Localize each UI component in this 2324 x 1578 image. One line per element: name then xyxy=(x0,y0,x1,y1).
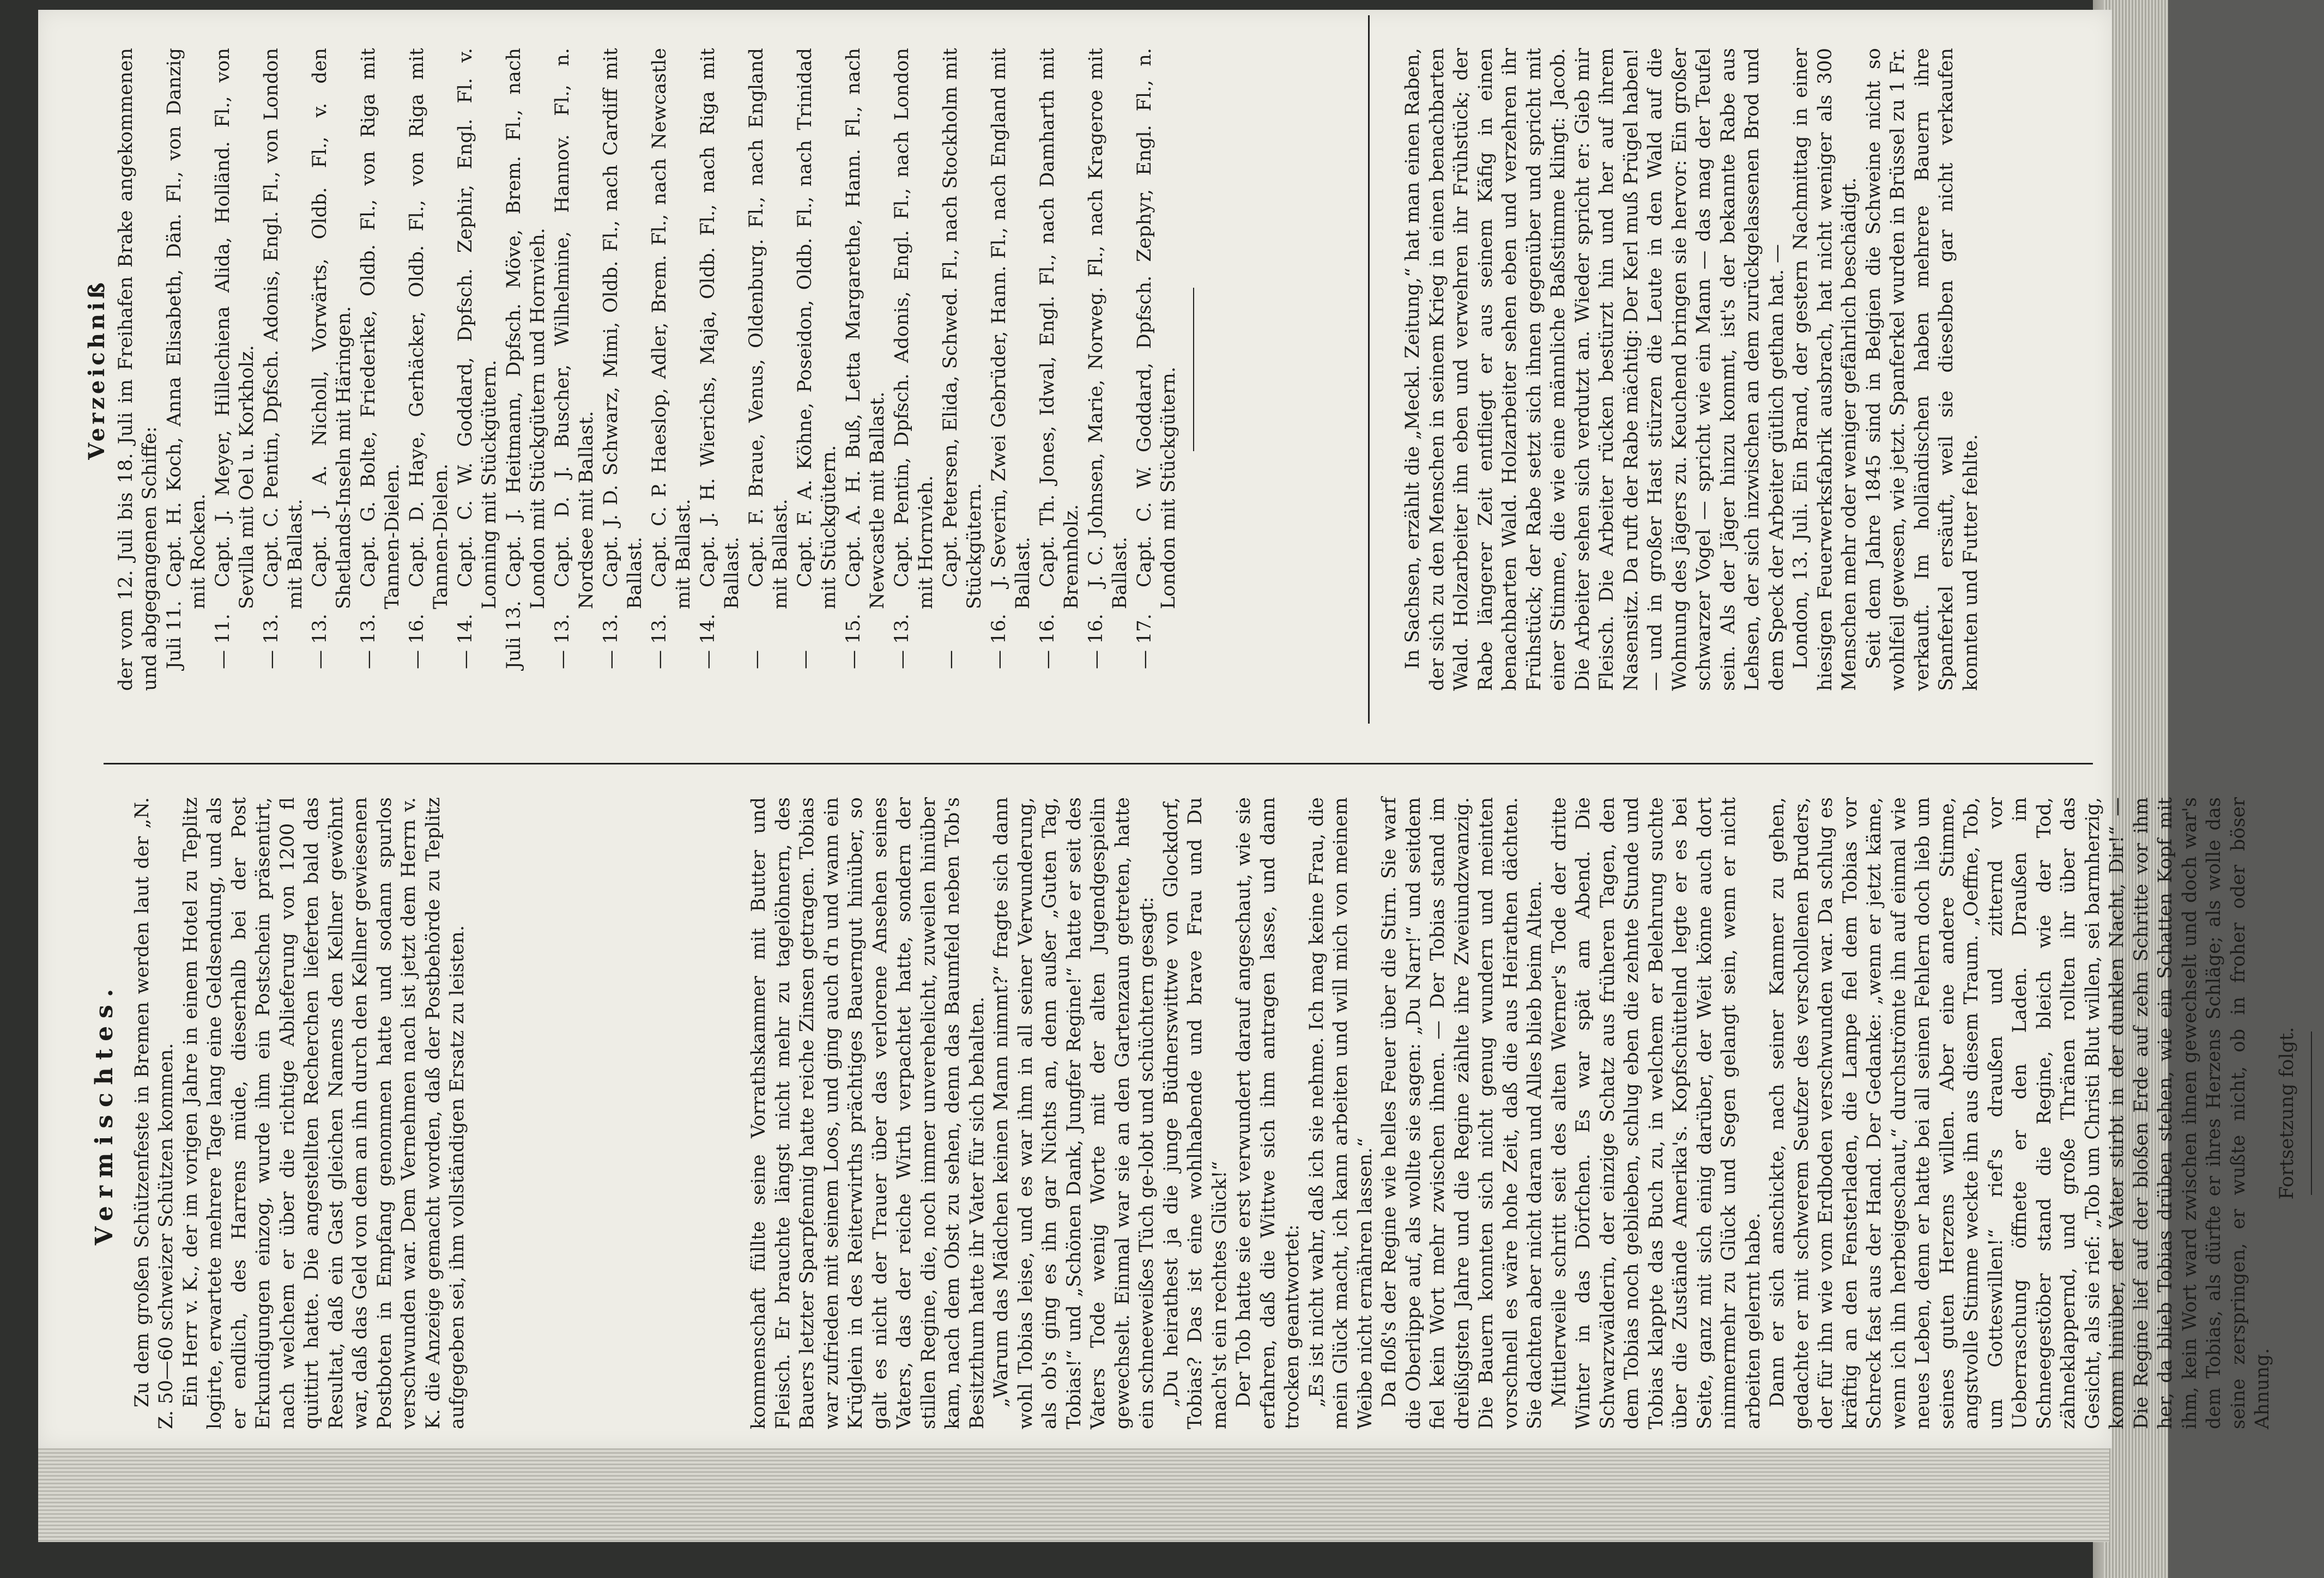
entry-date: — 13. xyxy=(600,614,622,669)
entry-date: — 11. xyxy=(211,614,234,669)
register-entry xyxy=(696,48,745,691)
register-entry xyxy=(1133,48,1181,691)
entry-date: Juli 13. xyxy=(503,600,525,669)
news-column xyxy=(1401,48,1983,691)
entry-text: Capt. J. A. Nicholl, Vorwärts, Oldb. Fl., v. den Shetlands-Inseln mit Häringen. xyxy=(308,48,355,609)
entry-date: — 16. xyxy=(1085,614,1107,669)
story-paragraph: „Es ist nicht wahr, daß ich sie nehme. Ich mag keine Frau, die mein Glück macht, ich kann arbeiten und will mich von meinem Weibe nicht ernähren lassen.“ xyxy=(1305,797,1376,1429)
page-stack-bottom xyxy=(38,1439,2109,1542)
register-entry xyxy=(745,48,793,691)
register-entry xyxy=(405,48,453,691)
register-entry xyxy=(1036,48,1084,691)
register-entry xyxy=(599,48,647,691)
story-paragraph: Dann er sich anschickte, nach seiner Kammer zu gehen, gedachte er mit schwerem Seufzer des verschollenen Bruders, der für ihn wie vom Erdboden verschwunden war. Da schlug es kräftig an den Fensterladen, die Lampe fiel dem Tobias vor Schreck fast aus der Hand. Der Gedanke: „wenn er jetzt käme, wenn ich ihn herbeigeschaut,“ durchströmte ihn auf einmal wie neues Leben, denn er hatte bei all seinen Fehlern doch lieb um seines guten Herzens willen. Aber eine andere Stimme, angstvolle Stimme weckte ihn aus diesem Traum. „Oeffne, Tob, um Gotteswillen!“ rief's draußen und zitternd vor Ueberraschung öffnete er den Laden. Draußen im Schneegestöber stand die Regine, bleich wie der Tod, zähneklappernd, und große Thränen rollten ihr über das Gesicht, als sie rief: „Tob um Christi Blut willen, sei barmherzig, komm hinüber, der Vater stirbt in der dunklen Nacht, Dir!“ — Die Regine lief auf der bloßen Erde auf zehn Schritte vor ihm her, da blieb Tobias drüben stehen, wie ein Schatten Kopf mit ihm, kein Wort ward zwischen ihnen gewechselt und doch war's dem Tobias, als dürfte er ihres Herzens Schläge; als wolle das seine zerspringen, er wußte nicht, ob in froher oder böser Ahnung. xyxy=(1766,797,2273,1429)
register-entry xyxy=(211,48,259,691)
entry-text: Capt. Pentin, Dpfsch. Adonis, Engl. Fl., nach London mit Hornvieh. xyxy=(891,48,937,609)
register-entry xyxy=(939,48,987,691)
entry-text: Capt. J. Heitmann, Dpfsch. Möve, Brem. Fl., nach London mit Stückgütern und Hornvieh. xyxy=(503,48,549,609)
news-paragraph: London, 13. Juli. Ein Brand, der gestern Nachmittag in einer hiesigen Feuerwerksfabrik ausbrach, hat nicht weniger als 300 Menschen mehr oder weniger gefährlich beschädigt. xyxy=(1790,48,1860,691)
entry-date: — 16. xyxy=(406,614,428,669)
entry-text: Capt. D. Haye, Gerhäcker, Oldb. Fl., von Riga mit Tannen-Dielen. xyxy=(406,48,452,609)
register-entry xyxy=(793,48,842,691)
continuation-note: Fortsetzung folgt. xyxy=(2275,1027,2298,1200)
entry-date: — 13. xyxy=(357,614,379,669)
entry-date: — xyxy=(939,650,961,669)
entry-date: — 14. xyxy=(697,614,719,669)
story-paragraph: kommenschaft füllte seine Vorrathskammer mit Butter und Fleisch. Er brauchte längst nicht mehr zu tagelöhnern, des Bauers letzter Sparpfennig hatte reiche Zinsen getragen. Tobias war zufrieden mit seinem Loos, und ging auch d'n und wann ein Krüglein in des Reiterwirths prächtiges Bauerngut hinüber, so galt es nicht der Trauer über das verlorene Ansehen seines Vaters, das der reiche Wirth verpachtet hatte, sondern der stillen Regine, die, noch immer unverehelicht, zuweilen hinüber kam, nach dem Obst zu sehen, denn das Baumfeld neben Tob's Besitzthum hatte ihr Vater für sich behalten. xyxy=(748,797,988,1429)
section-rule xyxy=(2311,1031,2312,1195)
entry-text: Capt. J. Meyer, Hillechiena Alida, Holländ. Fl., von Sevilla mit Oel u. Korkholz. xyxy=(211,48,258,609)
entry-date: — 13. xyxy=(308,614,331,669)
register-entry xyxy=(162,48,211,691)
entry-text: Capt. D. J. Buscher, Wilhelmine, Hannov. Fl., n. Nordsee mit Ballast. xyxy=(551,48,597,609)
entry-text: Capt. Petersen, Elida, Schwed. Fl., nach Stockholm mit Stückgütern. xyxy=(939,48,985,609)
news-paragraph: Seit dem Jahre 1845 sind in Belgien die Schweine nicht so wohlfeil gewesen, wie jetzt. Spanferkel wurden in Brüssel zu 1 Fr. verkauft. Im holländischen haben mehrere Bauern ihre Spanferkel ersäuft, weil sie dieselben gar nicht verkaufen konnten und Futter fehlte. xyxy=(1862,48,1982,691)
entry-text: Capt. Th. Jones, Idwal, Engl. Fl., nach Damharth mit Brennholz. xyxy=(1036,48,1082,609)
entry-text: Capt. F. Braue, Venus, Oldenburg. Fl., nach England mit Ballast. xyxy=(745,48,791,609)
story-paragraph: Der Tob hatte sie erst verwundert darauf angeschaut, wie sie erfahren, daß die Wittwe sich ihm antragen lasse, und dann trocken geantwortet: xyxy=(1233,797,1303,1429)
entry-text: Capt. C. P. Haeslop, Adler, Brem. Fl., nach Newcastle mit Ballast. xyxy=(648,48,694,609)
miscellany-paragraph: Zu dem großen Schützenfeste in Bremen werden laut der „N. Z. 50—60 schweizer Schützen kommen. xyxy=(131,797,177,1429)
miscellany-paragraph: Ein Herr v. K., der im vorigen Jahre in einem Hotel zu Teplitz logirte, erwartete mehrere Tage lang eine Geldsendung, und als er endlich, des Harrens müde, dieserhalb bei der Post Erkundigungen einzog, wurde ihm ein Postschein präsentirt, nach welchem er über die richtige Ablieferung von 1200 fl quittirt hatte. Die angestellten Recherchen lieferten bald das Resultat, daß ein Gast gleichen Namens den Kellner gewöhnt war, daß das Geld von dem an ihn durch den Kellner gewiesenen Postboten in Empfang genommen hatte und sodann spurlos verschwunden war. Dem Vernehmen nach ist jetzt dem Herrn v. K. die Anzeige gemacht worden, daß der Postbehörde zu Teplitz aufgegeben sei, ihm vollständigen Ersatz zu leisten. xyxy=(179,797,468,1429)
entry-date: Juli 11. xyxy=(163,600,185,669)
entry-text: Capt. C. W. Goddard, Dpfsch. Zephir, Engl. Fl. v. Lonning mit Stückgütern. xyxy=(454,48,500,609)
news-paragraph: In Sachsen, erzählt die „Meckl. Zeitung,“ hat man einen Raben, der sich zu den Menschen in seinem Krieg in einen benachbarten Wald. Holzarbeiter ihn eben und verwehren ihr Frühstück; der Rabe längerer Zeit entfliegt er aus seinem Käfig in einen benachbarten Wald. Holzarbeiter sehen eben und verzehren ihr Frühstück; der Rabe setzt sich ihnen gegenüber und spricht mit einer Stimme, die wie eine männliche Baßstimme klingt: Jacob. Die Arbeiter sehen sich verdutzt an. Wieder spricht er: Gieb mir Fleisch. Die Arbeiter rücken bestürzt hin und her auf ihrem Nasensitz. Da ruft der Rabe mächtig: Der Kerl muß Prügel haben! — und in großer Hast stürzen die Leute in den Wald auf die Wohnung des Jägers zu. Keuchend bringen sie hervor: Ein großer schwarzer Vogel — spricht wie ein Mann — das mag der Teufel sein. Als der Jäger hinzu kommt, ist's der bekannte Rabe aus Lehsen, der sich inzwischen an dem zurückgelassenen Brod und dem Speck der Arbeiter gütlich gethan hat. — xyxy=(1402,48,1788,691)
register-intro: der vom 12. Juli bis 18. Juli im Freihafen Brake angekommenen und abgegangenen Schiffe: xyxy=(114,48,161,691)
entry-text: Capt. J. H. Wierichs, Maja, Oldb. Fl., nach Riga mit Ballast. xyxy=(697,48,743,609)
page-divider-rule xyxy=(104,763,2093,764)
register-entry xyxy=(259,48,308,691)
section-rule xyxy=(1193,288,1194,451)
story-paragraph: „Du heirathest ja die junge Büdnerswittwe von Glockdorf, Tobias? Das ist eine wohlhabende und brave Frau und Du mach'st ein rechtes Glück!“ xyxy=(1160,797,1231,1429)
entry-text: Capt. F. A. Köhne, Poseidon, Oldb. Fl., nach Trinidad mit Stückgütern. xyxy=(794,48,840,609)
entry-date: — 13. xyxy=(648,614,670,669)
entry-text: Capt. H. Koch, Anna Elisabeth, Dän. Fl., von Danzig mit Rocken. xyxy=(163,48,209,609)
entry-text: Capt. G. Bolte, Friederike, Oldb. Fl., von Riga mit Tannen-Dielen. xyxy=(357,48,403,609)
entry-date: — 14. xyxy=(454,614,476,669)
newspaper-page xyxy=(38,10,2298,1448)
register-entry xyxy=(1084,48,1133,691)
register-entry xyxy=(356,48,405,691)
register-title: Verzeichniß xyxy=(84,279,110,460)
entry-text: J. C. Johnsen, Marie, Norweg. Fl., nach Krageroe mit Ballast. xyxy=(1085,48,1131,609)
story-paragraph: Mittlerweile schritt seit des alten Werner's Tode der dritte Winter in das Dörfchen. Es war spät am Abend. Die Schwarzwälderin, der einzige Schatz aus früheren Tagen, den dem Tobias noch geblieben, schlug eben die zehnte Stunde und Tobias klappte das Buch zu, in welchem er Belehrung suchte über die Zustände Amerika's. Kopfschüttelnd legte er es bei Seite, ganz mit sich einig darüber, der Weit könne auch dort nimmermehr zu Glück und Segen gelangt sein, wenn er nicht arbeiten gelernt habe. xyxy=(1548,797,1764,1429)
entry-text: Capt. C. Pentin, Dpfsch. Adonis, Engl. Fl., von London mit Ballast. xyxy=(260,48,306,609)
entry-date: — 13. xyxy=(260,614,282,669)
register-entry xyxy=(890,48,939,691)
story-paragraph: Da floß's der Regine wie helles Feuer über die Stirn. Sie warf die Oberlippe auf, als wollte sie sagen: „Du Narr!“ und seitdem fiel kein Wort mehr zwischen ihnen. — Der Tobias stand im dreißigsten Jahre und die Regine zählte ihre Zweiundzwanzig. Die Bauern konnten sich nicht genug wundern und meinten vorschnell es wäre hohe Zeit, daß die aus Heirathen dächten. Sie dachten aber nicht daran und Alles blieb beim Alten. xyxy=(1378,797,1546,1429)
entry-text: Capt. C. W. Goddard, Dpfsch. Zephyr, Engl. Fl., n. London mit Stückgütern. xyxy=(1133,48,1179,609)
register-entry xyxy=(502,48,550,691)
entry-date: — 16. xyxy=(1036,614,1058,669)
story-paragraph: „Warum das Mädchen keinen Mann nimmt?“ fragte sich dann wohl Tobias leise, und es war ihm in all seiner Verwunderung, als ob's ging es ihn gar Nichts an, denn außer „Guten Tag, Tobias!“ und „Schönen Dank, Jungfer Regine!“ hatte er seit des Vaters Tode wenig Worte mit der alten Jugendgespielin gewechselt. Einmal war sie an den Gartenzaun getreten, hatte ein schneeweißes Tüch ge-lobt und schüchtern gesagt: xyxy=(990,797,1158,1429)
ship-register-column xyxy=(76,48,1206,691)
entry-date: — xyxy=(745,650,767,669)
register-entry xyxy=(453,48,502,691)
entry-date: — 13. xyxy=(891,614,913,669)
register-entry xyxy=(987,48,1036,691)
story-column xyxy=(747,797,2324,1429)
register-top-rule xyxy=(1368,15,1370,724)
entry-date: — 17. xyxy=(1133,614,1155,669)
entry-date: — 15. xyxy=(842,614,864,669)
entry-date: — xyxy=(794,650,816,669)
entry-text: Capt. A. H. Buß, Letta Margarethe, Hann. Fl., nach Newcastle mit Ballast. xyxy=(842,48,888,609)
entry-text: J. Severin, Zwei Gebrüder, Hann. Fl., nach England mit Ballast. xyxy=(988,48,1034,609)
entry-text: Capt. J. D. Schwarz, Mimi, Oldb. Fl., nach Cardiff mit Ballast. xyxy=(600,48,646,609)
register-entry xyxy=(842,48,890,691)
miscellany-column xyxy=(76,797,470,1429)
entry-date: — 13. xyxy=(551,614,573,669)
register-entry xyxy=(308,48,356,691)
register-entry xyxy=(550,48,599,691)
register-entry xyxy=(647,48,696,691)
rotated-page-content xyxy=(38,10,2298,1448)
section-title: Vermischtes. xyxy=(90,981,118,1246)
entry-date: — 16. xyxy=(988,614,1010,669)
